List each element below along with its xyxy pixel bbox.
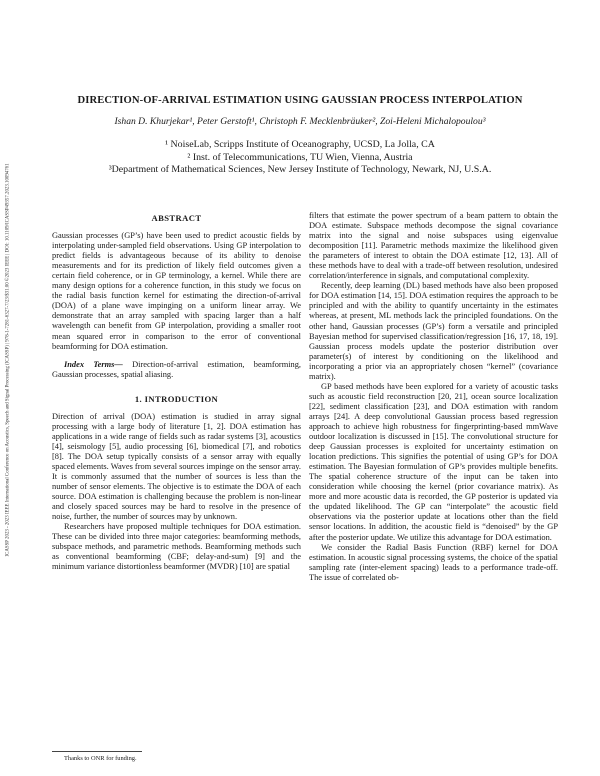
affiliation-2: ² Inst. of Telecommunications, TU Wien, Vienna, Austria [187,151,413,163]
paper-header [40,95,560,177]
body-paragraph-4: We consider the Radial Basis Function (RBF) kernel for DOA estimation. In acoustic signal processing systems, the choice of the spatial sampling rate (inter-element spacing) leads to a performance trade-off. The issue of correlated ob- [309,542,558,582]
affiliation-1: ¹ NoiseLab, Scripps Institute of Oceanography, UCSD, La Jolla, CA [165,139,435,150]
introduction-heading: 1. INTRODUCTION [134,393,219,404]
sidebar-citation: ICASSP 2023 - 2023 IEEE International Conference on Acoustics, Speech and Signal Processing (ICASSP) | 978-1-7281-6327-7/23/$31.00 ©2023 IEEE | DOI: 10.1109/ICASSP49357.2023.10094761 [5,163,11,557]
affiliation-3: ³Department of Mathematical Sciences, New Jersey Institute of Technology, Newark, NJ, U.S.A. [108,164,492,175]
intro-paragraph-1: Direction of arrival (DOA) estimation is studied in array signal processing with a large body of literature [1, 2]. DOA estimation has applications in a wide range of fields such as radar systems [3], acoustics [4], seismology [5], audio processing [6], biomedical [7], and robotics [8]. The DOA setup typically consists of a sensor array with equally spaced elements. Waves from several sources impinge on the sensor array. It is commonly assumed that the number of sources is less than the number of sensor elements. The objective is to estimate the DOA of each source. DOA estimation is challenging because the problem is non-linear and closely spaced sources may be hard to resolve in the presence of noise, further, the number of sources may by unknown. [52,411,301,522]
body-paragraph-1: filters that estimate the power spectrum of a beam pattern to obtain the DOA estimate. Subspace methods decompose the signal covariance matrix into the signal and noise subspaces using eigenvalue decomposition [11]. Parametric methods maximize the likelihood given the parameters of interest to obtain the DOA estimate [12, 13]. All of these methods have to deal with a trade-off between resolution, undesired correlation/interference in signals, and computational complexity. [309,211,558,281]
left-column [52,213,301,573]
author-list: Ishan D. Khurjekar¹, Peter Gerstoft¹, Christoph F. Mecklenbräuker², Zoi-Heleni Michalopoulou³ [114,116,486,127]
abstract-text: Gaussian processes (GP’s) have been used to predict acoustic fields by interpolating under-sampled field observations. Using GP interpolation to predict fields is advantageous because of its ability to denoise measurements and for its prediction of likely field outcomes given a certain field coherence, or in GP terminology, a kernel. While there are many design options for a coherence function, in this study we focus on the radial basis function kernel for estimating the direction-of-arrival (DOA) of a plane wave impinging on a uniform linear array. We demonstrate that an array sampled with spacing larger than a half wavelength can benefit from GP interpolation, providing a smaller root mean squared error in comparison to the error of conventional beamforming for DOA estimation. [52,231,301,351]
index-terms-text: Direction-of-arrival estimation, beamforming, Gaussian processes, spatial aliasing. [52,359,302,379]
right-column [309,211,558,583]
body-paragraph-2: Recently, deep learning (DL) based methods have also been proposed for DOA estimation [14, 15]. DOA estimation requires the approach to be principled and with the ability to quantify uncertainty in the estimates whereas, at present, ML methods lack the principled foundations. On the other hand, Gaussian processes (GP’s) form a versatile and principled Bayesian method for supervised classification/regression [16, 17, 18, 19]. Gaussian process models update the posterior distribution over parameter(s) of interest by conditioning on the likelihood and incorporating a prior via an appropriately chosen “kernel” (covariance matrix). [309,281,558,381]
abstract-heading: ABSTRACT [151,213,202,223]
ieee-sidebar [0,60,16,660]
intro-paragraph-2: Researchers have proposed multiple techniques for DOA estimation. These can be divided into three major categories: beamforming methods, subspace methods, and parametric methods. Beamforming methods such as conventional beamforming (CBF; delay-and-sum) [9] and the minimum variance distortionless beamformer (MVDR) [10] are spatial [52,522,301,572]
index-terms [52,360,301,380]
footnote-divider [52,751,142,752]
footnote: Thanks to ONR for funding. [64,755,137,762]
index-terms-label: Index Terms— [64,359,123,369]
body-paragraph-3: GP based methods have been explored for a variety of acoustic tasks such as acoustic field reconstruction [20, 21], ocean source localization [22], sediment classification [23], and DOA estimation with random arrays [24]. A deep convolutional Gaussian process based regression approach to achieve high robustness for fingerprinting-based mmWave outdoor localization is discussed in [15]. The convolutional structure for deep Gaussian processes is exploited for uncertainty estimation on location predictions. This signifies the potential of using GP’s for DOA estimation. The Bayesian formulation of GP’s provides multiple benefits. The spatial coherence structure of the input can be taken into consideration while choosing the kernel (prior covariance matrix). As more and more acoustic data is recorded, the GP posterior is updated via the updated likelihood. The GP can “interpolate” the acoustic field observations via the posterior update at locations other than the field sensor locations. In addition, the acoustic field is “denoised” by the GP after the posterior update. We utilize this advantage for DOA estimation. [309,381,558,542]
affiliations [40,139,560,177]
paper-title: DIRECTION-OF-ARRIVAL ESTIMATION USING GAUSSIAN PROCESS INTERPOLATION [77,95,523,106]
